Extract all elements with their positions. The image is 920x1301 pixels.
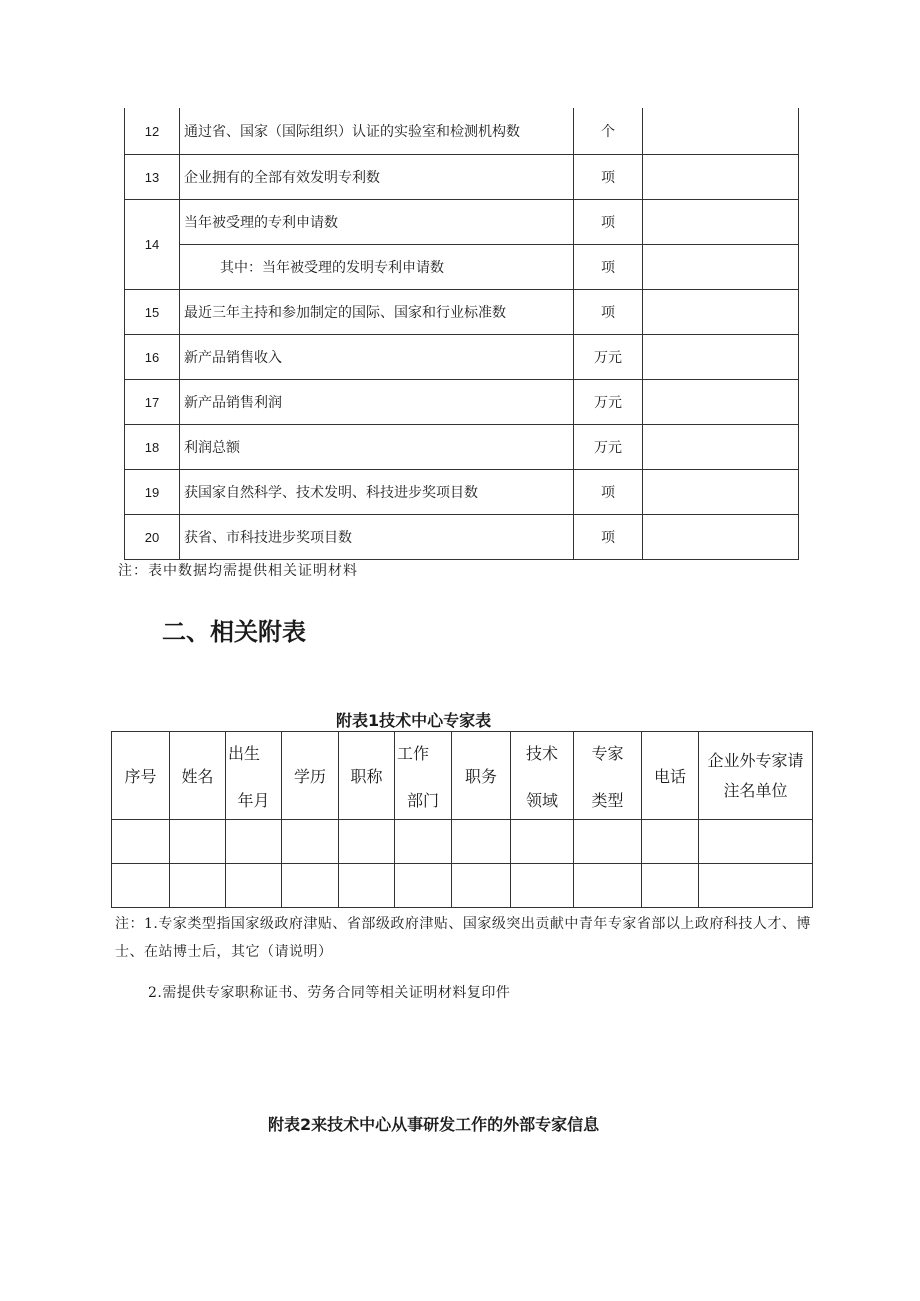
header-birth bbox=[226, 732, 282, 820]
table3-caption: 附表2来技术中心从事研发工作的外部专家信息 bbox=[268, 1115, 600, 1134]
table-row bbox=[125, 290, 799, 335]
row-unit: 万元 bbox=[574, 335, 643, 380]
table-row bbox=[125, 380, 799, 425]
header-dept bbox=[395, 732, 452, 820]
row-unit: 项 bbox=[574, 515, 643, 560]
blank-cell[interactable] bbox=[170, 820, 226, 864]
header-name: 姓名 bbox=[170, 732, 226, 820]
header-type bbox=[574, 732, 642, 820]
row-number: 14 bbox=[125, 200, 180, 290]
table-row bbox=[125, 470, 799, 515]
table1-note: 注：表中数据均需提供相关证明材料 bbox=[118, 563, 358, 579]
table2-note-2: 2.需提供专家职称证书、劳务合同等相关证明材料复印件 bbox=[148, 985, 511, 1001]
row-item: 其中：当年被受理的发明专利申请数 bbox=[180, 245, 574, 290]
indicator-table bbox=[124, 108, 799, 560]
row-number: 19 bbox=[125, 470, 180, 515]
table-row bbox=[125, 335, 799, 380]
row-item: 新产品销售收入 bbox=[180, 335, 574, 380]
row-value-cell[interactable] bbox=[643, 245, 799, 290]
table-row bbox=[125, 425, 799, 470]
table2-caption: 附表1技术中心专家表 bbox=[336, 711, 492, 730]
row-value-cell[interactable] bbox=[643, 155, 799, 200]
blank-cell[interactable] bbox=[395, 820, 452, 864]
table-row bbox=[112, 864, 813, 908]
blank-cell[interactable] bbox=[170, 864, 226, 908]
blank-cell[interactable] bbox=[452, 820, 511, 864]
row-item: 企业拥有的全部有效发明专利数 bbox=[180, 155, 574, 200]
header-title: 职称 bbox=[339, 732, 395, 820]
row-value-cell[interactable] bbox=[643, 425, 799, 470]
row-value-cell[interactable] bbox=[643, 515, 799, 560]
table2-note-1: 注：1.专家类型指国家级政府津贴、省部级政府津贴、国家级突出贡献中青年专家省部以上政府科技人才、博士、在站博士后，其它（请说明） bbox=[115, 916, 811, 960]
blank-cell[interactable] bbox=[699, 820, 813, 864]
section-title: 二、相关附表 bbox=[162, 618, 306, 646]
row-item: 获国家自然科学、技术发明、科技进步奖项目数 bbox=[180, 470, 574, 515]
header-birth-top: 出生 bbox=[228, 743, 261, 763]
row-number: 18 bbox=[125, 425, 180, 470]
header-birth-bottom: 年月 bbox=[237, 790, 270, 810]
header-type-bottom: 类型 bbox=[591, 790, 624, 810]
expert-table-header bbox=[112, 732, 813, 820]
row-value-cell[interactable] bbox=[643, 108, 799, 155]
row-unit: 万元 bbox=[574, 425, 643, 470]
row-number: 17 bbox=[125, 380, 180, 425]
header-field-bottom: 领域 bbox=[525, 790, 558, 810]
header-position: 职务 bbox=[452, 732, 511, 820]
header-unit-line1: 企业外专家请 bbox=[707, 750, 804, 770]
header-field-top: 技术 bbox=[525, 743, 558, 763]
blank-cell[interactable] bbox=[282, 820, 339, 864]
row-item: 最近三年主持和参加制定的国际、国家和行业标准数 bbox=[180, 290, 574, 335]
row-value-cell[interactable] bbox=[643, 470, 799, 515]
table-row bbox=[125, 155, 799, 200]
blank-cell[interactable] bbox=[339, 864, 395, 908]
blank-cell[interactable] bbox=[511, 820, 574, 864]
blank-cell[interactable] bbox=[112, 864, 170, 908]
header-field bbox=[511, 732, 574, 820]
blank-cell[interactable] bbox=[282, 864, 339, 908]
blank-cell[interactable] bbox=[112, 820, 170, 864]
row-number: 13 bbox=[125, 155, 180, 200]
row-number: 16 bbox=[125, 335, 180, 380]
blank-cell[interactable] bbox=[226, 820, 282, 864]
header-dept-top: 工作 bbox=[397, 743, 430, 763]
row-unit: 项 bbox=[574, 470, 643, 515]
blank-cell[interactable] bbox=[339, 820, 395, 864]
row-unit: 项 bbox=[574, 290, 643, 335]
row-number: 15 bbox=[125, 290, 180, 335]
row-item: 利润总额 bbox=[180, 425, 574, 470]
blank-cell[interactable] bbox=[226, 864, 282, 908]
table-row bbox=[125, 200, 799, 245]
header-seq: 序号 bbox=[112, 732, 170, 820]
row-number: 20 bbox=[125, 515, 180, 560]
blank-cell[interactable] bbox=[642, 820, 699, 864]
row-unit: 项 bbox=[574, 155, 643, 200]
header-phone: 电话 bbox=[642, 732, 699, 820]
header-unit-line2: 注名单位 bbox=[723, 780, 788, 800]
table-row bbox=[125, 108, 799, 155]
header-unit bbox=[699, 732, 813, 820]
row-item: 新产品销售利润 bbox=[180, 380, 574, 425]
header-dept-bottom: 部门 bbox=[406, 790, 439, 810]
blank-cell[interactable] bbox=[511, 864, 574, 908]
table-row bbox=[125, 245, 799, 290]
row-item: 获省、市科技进步奖项目数 bbox=[180, 515, 574, 560]
row-item: 当年被受理的专利申请数 bbox=[180, 200, 574, 245]
expert-table bbox=[111, 731, 813, 908]
row-value-cell[interactable] bbox=[643, 200, 799, 245]
row-value-cell[interactable] bbox=[643, 290, 799, 335]
blank-cell[interactable] bbox=[699, 864, 813, 908]
row-unit: 个 bbox=[574, 108, 643, 155]
header-edu: 学历 bbox=[282, 732, 339, 820]
row-value-cell[interactable] bbox=[643, 380, 799, 425]
blank-cell[interactable] bbox=[642, 864, 699, 908]
blank-cell[interactable] bbox=[395, 864, 452, 908]
blank-cell[interactable] bbox=[574, 864, 642, 908]
header-type-top: 专家 bbox=[591, 743, 624, 763]
row-unit: 项 bbox=[574, 245, 643, 290]
row-unit: 项 bbox=[574, 200, 643, 245]
row-number: 12 bbox=[125, 108, 180, 155]
table-row bbox=[125, 515, 799, 560]
blank-cell[interactable] bbox=[574, 820, 642, 864]
row-item: 通过省、国家（国际组织）认证的实验室和检测机构数 bbox=[180, 108, 574, 155]
row-value-cell[interactable] bbox=[643, 335, 799, 380]
row-unit: 万元 bbox=[574, 380, 643, 425]
blank-cell[interactable] bbox=[452, 864, 511, 908]
table-row bbox=[112, 820, 813, 864]
